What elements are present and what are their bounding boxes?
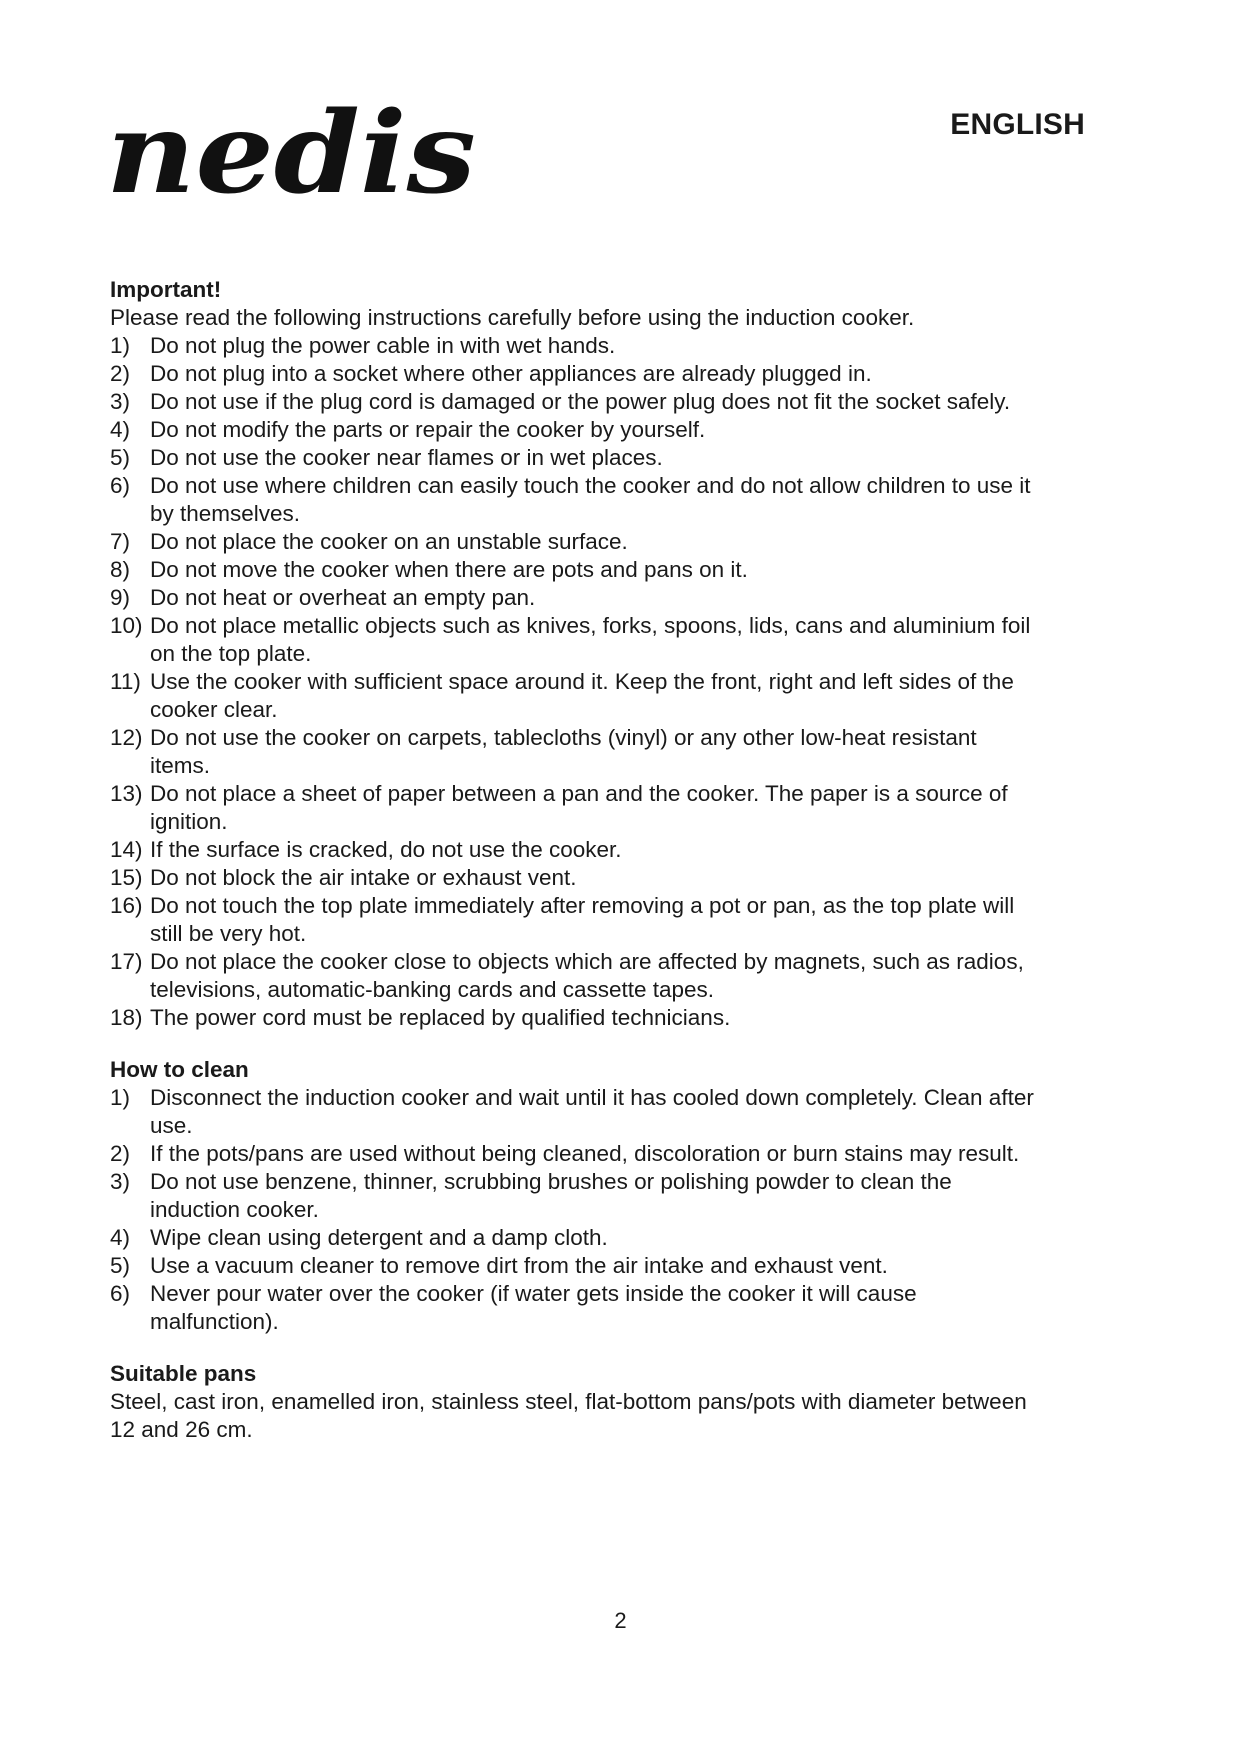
list-item — [110, 1168, 1040, 1224]
nedis-logo — [106, 100, 486, 218]
list-item-text: Do not touch the top plate immediately after removing a pot or pan, as the top plate will still be very hot. — [150, 893, 1015, 946]
list-item — [110, 528, 1040, 556]
logo-wordmark: nedis — [106, 100, 476, 218]
list-item-text: Disconnect the induction cooker and wait until it has cooled down completely. Clean after use. — [150, 1085, 1034, 1138]
clean-heading: How to clean — [110, 1057, 249, 1082]
list-item — [110, 584, 1040, 612]
list-item — [110, 836, 1040, 864]
list-item — [110, 1224, 1040, 1252]
important-intro: Please read the following instructions carefully before using the induction cooker. — [110, 305, 915, 330]
list-item — [110, 1252, 1040, 1280]
list-item-text: Use a vacuum cleaner to remove dirt from the air intake and exhaust vent. — [150, 1253, 888, 1278]
important-heading: Important! — [110, 277, 222, 302]
list-item-number: 13) — [110, 781, 143, 806]
list-item — [110, 724, 1040, 780]
list-item — [110, 1004, 1040, 1032]
list-item-number: 9) — [110, 585, 131, 610]
list-item-text: Do not modify the parts or repair the cooker by yourself. — [150, 417, 706, 442]
list-item-number: 4) — [110, 417, 131, 442]
list-item-number: 3) — [110, 1169, 131, 1194]
clean-list — [110, 1084, 1040, 1336]
important-section — [110, 276, 1040, 1032]
list-item — [110, 1084, 1040, 1140]
list-item — [110, 864, 1040, 892]
list-item-text: Do not use the cooker on carpets, tablecloths (vinyl) or any other low-heat resistant items. — [150, 725, 977, 778]
list-item — [110, 444, 1040, 472]
list-item-number: 2) — [110, 1141, 131, 1166]
list-item-text: Do not use benzene, thinner, scrubbing brushes or polishing powder to clean the induction cooker. — [150, 1169, 952, 1222]
list-item-number: 15) — [110, 865, 143, 890]
list-item-text: Do not block the air intake or exhaust vent. — [150, 865, 577, 890]
pans-text: Steel, cast iron, enamelled iron, stainless steel, flat-bottom pans/pots with diameter between 12 and 26 cm. — [110, 1389, 1027, 1442]
list-item-text: Do not use the cooker near flames or in wet places. — [150, 445, 663, 470]
list-item — [110, 892, 1040, 948]
list-item — [110, 668, 1040, 724]
pans-heading: Suitable pans — [110, 1361, 257, 1386]
page-number: 2 — [614, 1608, 627, 1633]
list-item — [110, 1140, 1040, 1168]
list-item-number: 2) — [110, 361, 131, 386]
list-item-number: 14) — [110, 837, 143, 862]
list-item-number: 11) — [110, 669, 141, 694]
language-label: ENGLISH — [950, 108, 1085, 141]
list-item — [110, 948, 1040, 1004]
list-item-text: Do not move the cooker when there are pots and pans on it. — [150, 557, 748, 582]
list-item — [110, 612, 1040, 668]
list-item-number: 4) — [110, 1225, 131, 1250]
list-item-number: 1) — [110, 333, 131, 358]
list-item — [110, 780, 1040, 836]
important-list — [110, 332, 1040, 1032]
list-item-number: 10) — [110, 613, 143, 638]
list-item-text: Do not place a sheet of paper between a pan and the cooker. The paper is a source of ignition. — [150, 781, 1008, 834]
list-item-text: Do not place metallic objects such as knives, forks, spoons, lids, cans and aluminium foil on the top plate. — [150, 613, 1031, 666]
list-item-text: Do not use if the plug cord is damaged or the power plug does not fit the socket safely. — [150, 389, 1011, 414]
list-item-text: If the surface is cracked, do not use the cooker. — [150, 837, 622, 862]
list-item-text: If the pots/pans are used without being cleaned, discoloration or burn stains may result. — [150, 1141, 1020, 1166]
list-item-number: 12) — [110, 725, 143, 750]
list-item-text: Do not heat or overheat an empty pan. — [150, 585, 536, 610]
list-item-number: 16) — [110, 893, 143, 918]
list-item — [110, 388, 1040, 416]
list-item-number: 6) — [110, 473, 131, 498]
list-item-number: 1) — [110, 1085, 131, 1110]
list-item-number: 17) — [110, 949, 143, 974]
list-item-text: Do not place the cooker close to objects which are affected by magnets, such as radios, televisions, automatic-banking cards and cassette tapes. — [150, 949, 1024, 1002]
list-item-number: 18) — [110, 1005, 143, 1030]
list-item-text: Do not use where children can easily touch the cooker and do not allow children to use it by themselves. — [150, 473, 1031, 526]
list-item-number: 8) — [110, 557, 131, 582]
list-item — [110, 1280, 1040, 1336]
list-item-number: 5) — [110, 445, 131, 470]
list-item-number: 7) — [110, 529, 131, 554]
list-item-number: 3) — [110, 389, 131, 414]
list-item-number: 5) — [110, 1253, 131, 1278]
list-item-text: Wipe clean using detergent and a damp cloth. — [150, 1225, 608, 1250]
list-item — [110, 556, 1040, 584]
list-item-text: Do not plug the power cable in with wet hands. — [150, 333, 616, 358]
list-item-text: Do not place the cooker on an unstable surface. — [150, 529, 628, 554]
list-item-text: The power cord must be replaced by qualified technicians. — [150, 1005, 731, 1030]
document-body — [110, 276, 1040, 1444]
list-item — [110, 472, 1040, 528]
list-item — [110, 332, 1040, 360]
list-item-number: 6) — [110, 1281, 131, 1306]
list-item-text: Use the cooker with sufficient space around it. Keep the front, right and left sides of the cooker clear. — [150, 669, 1014, 722]
pans-section — [110, 1360, 1040, 1444]
list-item — [110, 416, 1040, 444]
clean-section — [110, 1056, 1040, 1336]
list-item-text: Never pour water over the cooker (if water gets inside the cooker it will cause malfunction). — [150, 1281, 917, 1334]
list-item-text: Do not plug into a socket where other appliances are already plugged in. — [150, 361, 872, 386]
list-item — [110, 360, 1040, 388]
